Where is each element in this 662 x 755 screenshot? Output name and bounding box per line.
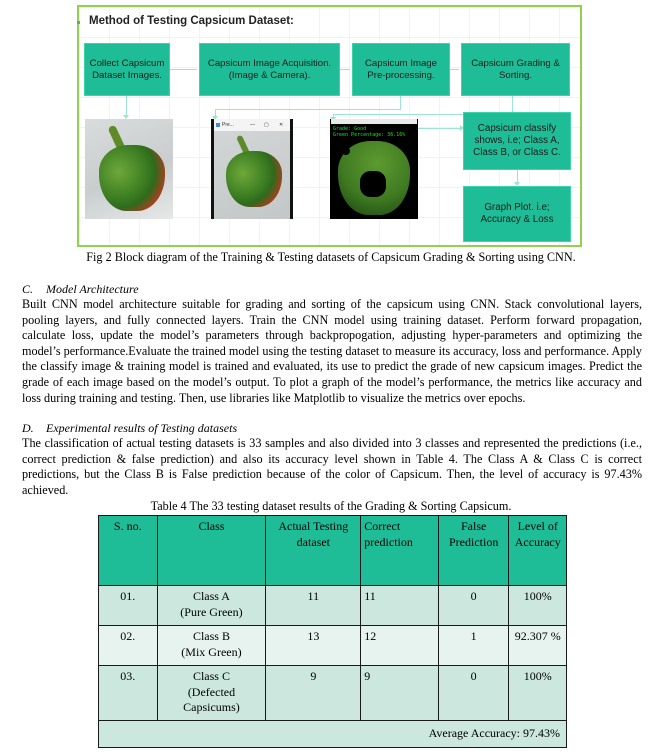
average-accuracy: Average Accuracy: 97.43% — [99, 721, 567, 748]
defect-region — [360, 171, 386, 197]
class-name: Class A — [192, 589, 230, 603]
cell-sno: 03. — [99, 666, 158, 721]
section-c-title: Model Architecture — [46, 282, 139, 296]
cell-accuracy: 100% — [509, 666, 567, 721]
box-image-acquisition: Capsicum Image Acquisition. (Image & Camera). — [199, 43, 340, 96]
connector-line — [170, 69, 197, 70]
cell-sno: 02. — [99, 626, 158, 666]
header-actual: Actual Testing dataset — [266, 516, 361, 586]
section-d-number: D. — [22, 421, 34, 435]
section-d-heading — [22, 421, 237, 436]
cell-false: 1 — [438, 626, 509, 666]
section-c-heading — [22, 282, 139, 297]
graded-capsicum-window — [330, 119, 418, 219]
table-row — [99, 666, 567, 721]
graded-window-titlebar — [331, 119, 417, 124]
cell-class — [157, 626, 266, 666]
cell-sno: 01. — [99, 586, 158, 626]
table-caption: Table 4 The 33 testing dataset results of the Grading & Sorting Capsicum. — [150, 499, 512, 513]
cell-actual: 9 — [266, 666, 361, 721]
bullet-icon — [77, 21, 80, 24]
header-sno: S. no. — [99, 516, 158, 586]
class-name: Class C — [192, 669, 230, 683]
block-diagram-figure — [77, 5, 582, 247]
figure-caption: Fig 2 Block diagram of the Training & Testing datasets of Capsicum Grading & Sorting using CNN. — [86, 250, 576, 264]
pepper-shape — [226, 151, 282, 207]
green-percentage-label: Green Percentage: 36.16% — [333, 132, 406, 138]
results-table — [98, 515, 567, 748]
minimize-icon[interactable]: — — [250, 122, 255, 128]
preview-window-title: Pre... — [222, 122, 234, 128]
cell-correct: 12 — [361, 626, 439, 666]
section-d-title: Experimental results of Testing datasets — [46, 421, 238, 435]
cell-actual: 11 — [266, 586, 361, 626]
section-c-paragraph: Built CNN model architecture suitable for grading and sorting of the capsicum using CNN. Stack convolutional layers, pooling layers, and fully connected layers. Train the CNN model using training dataset. Perform forward propagation, calculate loss, update the model’s parameters through backpropogation, adjusting hyper-parameters and optimizing the model’s performance.Evaluate the trained model using the testing dataset to measure its accuracy, loss and performance. Apply the classify image & training model is trained and evaluated, its use to predict the grade of new capsicum images. Predict the grade of each image based on the model’s output. To plot a graph of the model’s performance, the metrics like accuracy and loss during training and testing. Then, use libraries like Matplotlib to visualize the metrics over epochs. — [22, 297, 642, 405]
box-collect-dataset: Collect Capsicum Dataset Images. — [84, 43, 170, 96]
app-icon — [216, 123, 220, 127]
class-description: (Defected Capsicums) — [183, 684, 240, 715]
cell-correct: 11 — [361, 586, 439, 626]
table-footer-row — [99, 721, 567, 748]
maximize-icon[interactable]: ▢ — [264, 122, 269, 128]
capsicum-original-image — [85, 119, 173, 219]
cell-correct: 9 — [361, 666, 439, 721]
section-d-paragraph: The classification of actual testing datasets is 33 samples and also divided into 3 classes and represented the predictions (i.e., correct prediction & false prediction) and also its accuracy level shown in Table 4. The Class A & Class C is correct predictions, but the Class B is False prediction because of the color of Capsicum. Then, the level of accuracy is 97.43% achieved. — [22, 436, 642, 497]
header-accuracy: Level of Accuracy — [509, 516, 567, 586]
header-false: False Prediction — [438, 516, 509, 586]
box-graph-plot: Graph Plot. i.e; Accuracy & Loss — [463, 186, 571, 242]
header-correct: Correct prediction — [361, 516, 439, 586]
connector-line — [215, 109, 401, 110]
preview-window-titlebar — [214, 119, 290, 131]
section-c-number: C. — [22, 282, 34, 296]
figure-title: Method of Testing Capsicum Dataset: — [89, 15, 294, 27]
connector-line — [418, 128, 462, 129]
cell-class — [157, 666, 266, 721]
pepper-shape — [99, 145, 165, 211]
table-header-row — [99, 516, 567, 586]
class-description: (Pure Green) — [180, 604, 243, 619]
cell-false: 0 — [438, 666, 509, 721]
class-description: (Mix Green) — [181, 644, 242, 659]
table-row — [99, 586, 567, 626]
grade-label: Grade: Good — [333, 126, 367, 132]
connector-line — [450, 69, 459, 70]
connector-line — [126, 96, 127, 116]
cell-actual: 13 — [266, 626, 361, 666]
box-classify: Capsicum classify shows, i.e; Class A, Class B, or Class C. — [463, 112, 571, 170]
cell-false: 0 — [438, 586, 509, 626]
preview-window — [211, 119, 293, 219]
connector-line — [400, 96, 401, 109]
cell-accuracy: 100% — [509, 586, 567, 626]
header-class: Class — [157, 516, 266, 586]
class-name: Class B — [192, 629, 230, 643]
table-row — [99, 626, 567, 666]
cell-accuracy: 92.307 % — [509, 626, 567, 666]
connector-line — [340, 69, 350, 70]
box-grading-sorting: Capsicum Grading & Sorting. — [461, 43, 570, 96]
cell-class — [157, 586, 266, 626]
close-icon[interactable]: ✕ — [279, 122, 284, 128]
box-preprocessing: Capsicum Image Pre-processing. — [352, 43, 450, 96]
defect-region — [342, 147, 350, 155]
